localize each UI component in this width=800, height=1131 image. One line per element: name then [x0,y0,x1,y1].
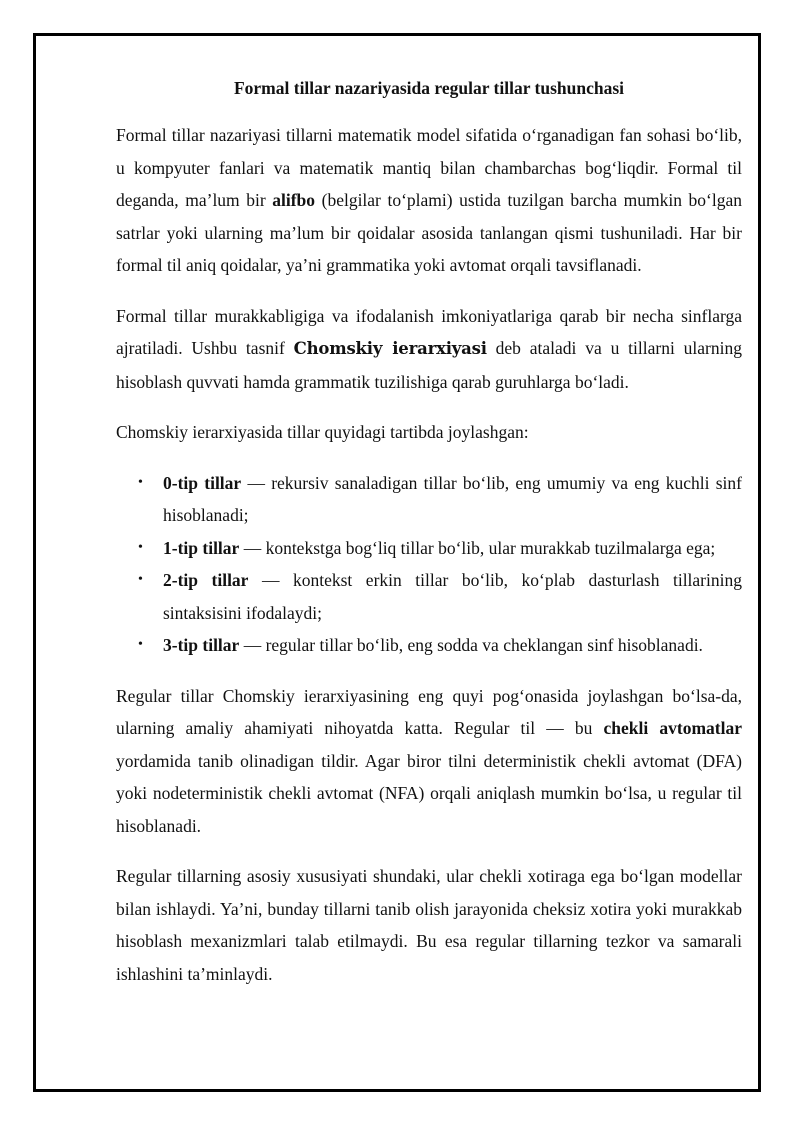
paragraph-regular-languages-text-2: yordamida tanib olinadigan tildir. Agar biror tilni deterministik chekli avtomat (DFA) yoki nodeterministik chekli avtomat (NFA) orqali aniqlash mumkin bo‘lsa, u regular til hisoblanadi. [116,750,742,836]
paragraph-regular-languages-text-1: Regular tillar Chomskiy ierarxiyasining eng quyi pog‘onasida joylashgan bo‘lsa-da, ularning amaliy ahamiyati nihoyatda katta. Regular til — bu [116,685,742,738]
chomsky-type-list [116,467,742,662]
list-item-type-0 [116,467,742,532]
bullet-icon: • [138,637,143,652]
list-item-type-1-label: 1-tip tillar [163,537,240,558]
list-item-type-2 [116,564,742,629]
bullet-icon: • [138,572,143,587]
list-item-type-3-label: 3-tip tillar [163,635,240,655]
paragraph-classification-text-2: deb ataladi va u tillarni ularning hisoblash quvvati hamda grammatik tuzilishiga qarab guruhlarga bo‘ladi. [116,338,742,392]
paragraph-classification-text-1: Formal tillar murakkabligiga va ifodalanish imkoniyatlariga qarab bir necha sinflarga ajratiladi. Ushbu tasnif [116,305,742,358]
list-item-type-2-text: — kontekst erkin tillar bo‘lib, ko‘plab dasturlash tillarining sintaksisini ifodalaydi; [163,570,742,623]
list-item-type-3 [116,629,742,662]
paragraph-intro-text-1: Formal tillar nazariyasi tillarni matematik model sifatida o‘rganadigan fan sohasi bo‘lib, u kompyuter fanlari va matematik mantiq bilan chambarchas bog‘liqdir. Formal til deganda, ma’lum bir [116,125,742,210]
term-finite-automata: chekli avtomatlar [603,718,742,738]
paragraph-regular-languages [116,680,742,843]
list-item-type-0-label: 0-tip tillar [163,472,242,493]
list-item-type-3-text: — regular tillar bo‘lib, eng sodda va cheklangan sinf hisoblanadi. [239,635,703,655]
list-item-type-1-text: — kontekstga bog‘liq tillar bo‘lib, ular murakkab tuzilmalarga ega; [239,537,716,558]
paragraph-intro-text-2: (belgilar to‘plami) ustida tuzilgan barcha mumkin bo‘lgan satrlar yoki ularning ma’lum bir qoidalar asosida tanlangan qismi tushuniladi. Har bir formal til aniq qoidalar, ya’ni grammatika yoki avtomat orqali tavsiflanadi. [116,190,742,275]
paragraph-list-intro: Chomskiy ierarxiyasida tillar quyidagi tartibda joylashgan: [116,422,529,442]
term-alifbo: alifbo [272,190,316,210]
bullet-icon: • [138,474,143,490]
list-item-type-1 [116,532,742,565]
paragraph-intro [116,119,742,282]
paragraph-classification [116,300,742,399]
document-body [116,72,742,1008]
document-title: Formal tillar nazariyasida regular tillar tushunchasi [233,78,625,98]
list-item-type-0-text: — rekursiv sanaladigan tillar bo‘lib, eng umumiy va eng kuchli sinf hisoblanadi; [163,472,742,525]
bullet-icon: • [138,539,143,555]
term-chomsky-hierarchy: Chomskiy ierarxiyasi [293,339,487,358]
list-item-type-2-label: 2-tip tillar [163,570,249,590]
paragraph-properties: Regular tillarning asosiy xususiyati shundaki, ular chekli xotiraga ega bo‘lgan modellar bilan ishlaydi. Ya’ni, bunday tillarni tanib olish jarayonida cheksiz xotira yoki murakkab hisoblash mexanizmlari talab etilmaydi. Bu esa regular tillarning tezkor va samarali ishlashini ta’minlaydi. [116,866,742,984]
